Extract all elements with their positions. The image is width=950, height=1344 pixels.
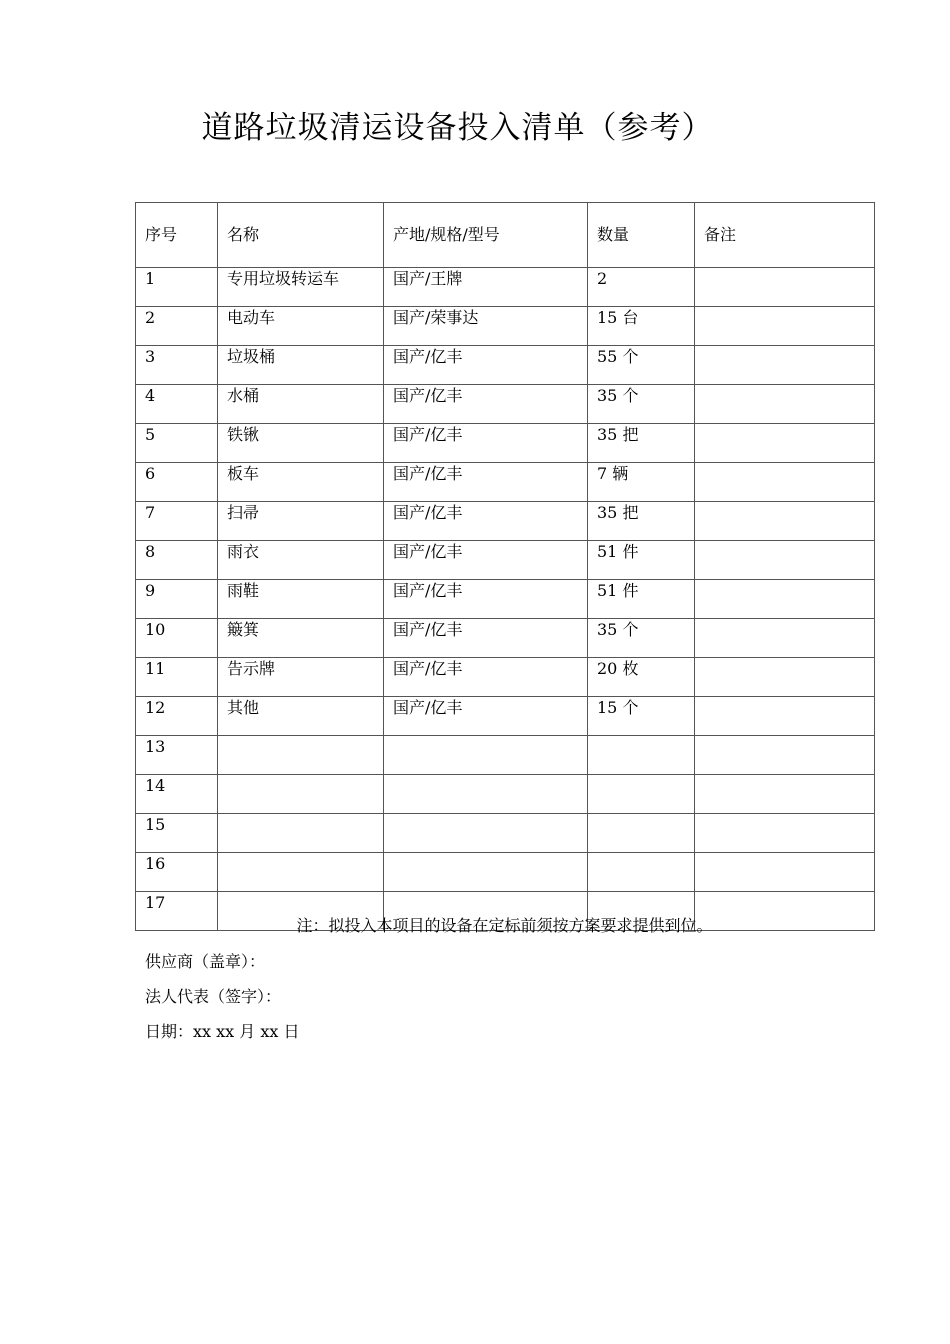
cell-name	[218, 853, 384, 892]
cell-name: 板车	[218, 463, 384, 502]
cell-spec	[384, 775, 588, 814]
table-row	[136, 268, 875, 307]
cell-spec: 国产/王牌	[384, 268, 588, 307]
cell-spec	[384, 814, 588, 853]
cell-index: 9	[136, 580, 218, 619]
cell-index: 10	[136, 619, 218, 658]
cell-name	[218, 736, 384, 775]
table-row	[136, 658, 875, 697]
cell-spec: 国产/亿丰	[384, 580, 588, 619]
table-row	[136, 541, 875, 580]
cell-spec: 国产/亿丰	[384, 502, 588, 541]
cell-quantity: 35 个	[588, 385, 695, 424]
cell-index: 15	[136, 814, 218, 853]
cell-quantity: 20 枚	[588, 658, 695, 697]
cell-remarks	[695, 541, 875, 580]
cell-index: 6	[136, 463, 218, 502]
cell-spec: 国产/亿丰	[384, 619, 588, 658]
cell-index: 17	[136, 892, 218, 931]
cell-quantity	[588, 775, 695, 814]
cell-index: 5	[136, 424, 218, 463]
cell-spec	[384, 736, 588, 775]
cell-index: 13	[136, 736, 218, 775]
cell-spec: 国产/亿丰	[384, 697, 588, 736]
table-header-row	[136, 203, 875, 268]
cell-remarks	[695, 580, 875, 619]
table-row	[136, 385, 875, 424]
cell-remarks	[695, 268, 875, 307]
cell-index: 4	[136, 385, 218, 424]
cell-remarks	[695, 619, 875, 658]
cell-remarks	[695, 658, 875, 697]
table-row	[136, 463, 875, 502]
cell-quantity: 2	[588, 268, 695, 307]
header-cell-index: 序号	[136, 203, 218, 268]
cell-name: 扫帚	[218, 502, 384, 541]
cell-name: 垃圾桶	[218, 346, 384, 385]
cell-quantity: 7 辆	[588, 463, 695, 502]
table-row	[136, 580, 875, 619]
cell-remarks	[695, 346, 875, 385]
cell-name: 其他	[218, 697, 384, 736]
cell-spec: 国产/亿丰	[384, 658, 588, 697]
cell-quantity: 35 把	[588, 424, 695, 463]
cell-name: 专用垃圾转运车	[218, 268, 384, 307]
cell-spec: 国产/亿丰	[384, 424, 588, 463]
cell-name	[218, 814, 384, 853]
cell-index: 8	[136, 541, 218, 580]
cell-quantity	[588, 736, 695, 775]
cell-index: 3	[136, 346, 218, 385]
cell-name: 告示牌	[218, 658, 384, 697]
document-title: 道路垃圾清运设备投入清单（参考）	[201, 110, 714, 146]
cell-name: 电动车	[218, 307, 384, 346]
cell-name: 水桶	[218, 385, 384, 424]
cell-remarks	[695, 697, 875, 736]
table-row	[136, 502, 875, 541]
cell-spec: 国产/亿丰	[384, 346, 588, 385]
cell-remarks	[695, 424, 875, 463]
cell-remarks	[695, 502, 875, 541]
cell-index: 7	[136, 502, 218, 541]
table-footnote: 注：拟投入本项目的设备在定标前须按方案要求提供到位。	[296, 916, 713, 935]
cell-remarks	[695, 853, 875, 892]
cell-spec: 国产/亿丰	[384, 385, 588, 424]
table-row	[136, 697, 875, 736]
cell-name: 铁锹	[218, 424, 384, 463]
cell-name: 簸箕	[218, 619, 384, 658]
cell-index: 14	[136, 775, 218, 814]
table-row	[136, 853, 875, 892]
legal-rep-signature-line: 法人代表（签字）：	[145, 987, 282, 1006]
cell-quantity	[588, 853, 695, 892]
cell-index: 16	[136, 853, 218, 892]
cell-quantity: 35 个	[588, 619, 695, 658]
table-row	[136, 736, 875, 775]
cell-remarks	[695, 307, 875, 346]
equipment-table	[135, 202, 875, 931]
table-row	[136, 346, 875, 385]
cell-quantity: 51 件	[588, 541, 695, 580]
header-cell-remarks: 备注	[695, 203, 875, 268]
cell-index: 2	[136, 307, 218, 346]
cell-name: 雨鞋	[218, 580, 384, 619]
header-cell-name: 名称	[218, 203, 384, 268]
table-row	[136, 307, 875, 346]
cell-remarks	[695, 736, 875, 775]
cell-index: 11	[136, 658, 218, 697]
cell-quantity: 55 个	[588, 346, 695, 385]
date-line: 日期：xx xx 月 xx 日	[145, 1022, 300, 1041]
cell-quantity: 15 台	[588, 307, 695, 346]
cell-name	[218, 775, 384, 814]
cell-name: 雨衣	[218, 541, 384, 580]
table-row	[136, 424, 875, 463]
cell-quantity: 35 把	[588, 502, 695, 541]
table-row	[136, 814, 875, 853]
cell-quantity	[588, 814, 695, 853]
cell-spec	[384, 853, 588, 892]
cell-spec: 国产/亿丰	[384, 541, 588, 580]
header-cell-spec: 产地/规格/型号	[384, 203, 588, 268]
cell-spec: 国产/荣事达	[384, 307, 588, 346]
table-row	[136, 619, 875, 658]
cell-spec: 国产/亿丰	[384, 463, 588, 502]
cell-quantity: 51 件	[588, 580, 695, 619]
cell-remarks	[695, 814, 875, 853]
cell-index: 12	[136, 697, 218, 736]
cell-remarks	[695, 385, 875, 424]
cell-remarks	[695, 463, 875, 502]
supplier-seal-line: 供应商（盖章）：	[145, 952, 266, 971]
equipment-table-body	[136, 203, 875, 931]
cell-quantity: 15 个	[588, 697, 695, 736]
cell-index: 1	[136, 268, 218, 307]
header-cell-quantity: 数量	[588, 203, 695, 268]
cell-remarks	[695, 775, 875, 814]
table-row	[136, 775, 875, 814]
